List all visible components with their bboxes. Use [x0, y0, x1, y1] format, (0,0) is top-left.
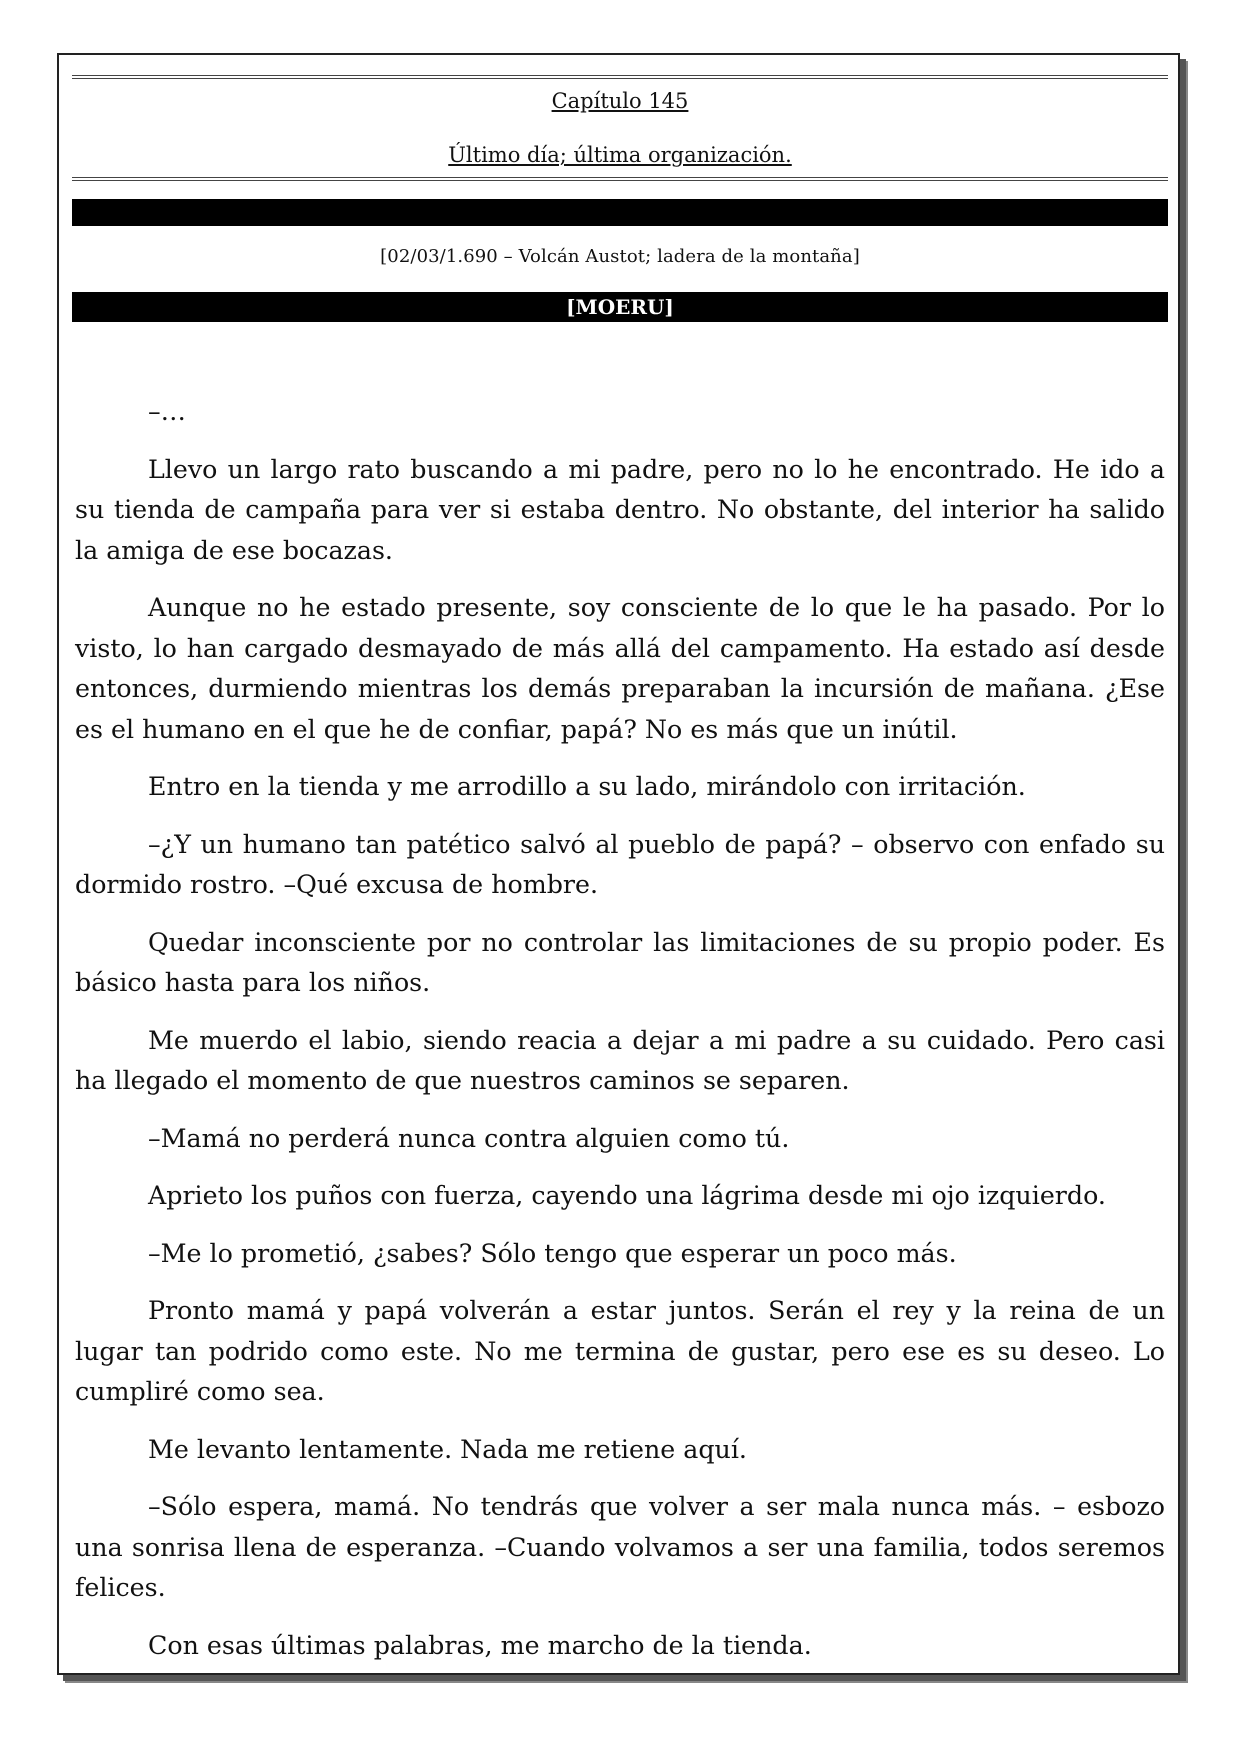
paragraph: –Me lo prometió, ¿sabes? Sólo tengo que esperar un poco más. [148, 1238, 957, 1268]
paragraph: –… [148, 397, 186, 426]
paragraph: –¿Y un humano tan patético salvó al pueblo de papá? – observo con enfado su dormido rostro. –Qué excusa de hombre. [75, 829, 1165, 899]
paragraph: Llevo un largo rato buscando a mi padre, pero no lo he encontrado. He ido a su tienda de campaña para ver si estaba dentro. No obstante, del interior ha salido la amiga de ese bocazas. [75, 454, 1165, 565]
separator-band [72, 199, 1168, 226]
paragraph: Entro en la tienda y me arrodillo a su lado, mirándolo con irritación. [148, 772, 1026, 801]
paragraph: Aprieto los puños con fuerza, cayendo una lágrima desde mi ojo izquierdo. [148, 1181, 1106, 1210]
paragraph: –Mamá no perderá nunca contra alguien como tú. [148, 1123, 790, 1153]
paragraph: Me levanto lentamente. Nada me retiene aquí. [148, 1434, 747, 1464]
chapter-number: Capítulo 145 [551, 89, 689, 113]
paragraph: Me muerdo el labio, siendo reacia a dejar a mi padre a su cuidado. Pero casi ha llegado el momento de que nuestros caminos se separen. [75, 1025, 1165, 1095]
paragraph: Quedar inconsciente por no controlar las limitaciones de su propio poder. Es básico hasta para los niños. [75, 927, 1165, 997]
chapter-body [75, 392, 1165, 1683]
chapter-title: Último día; última organización. [448, 143, 792, 167]
paragraph: –Sólo espera, mamá. No tendrás que volver a ser mala nunca más. – esbozo una sonrisa llena de esperanza. –Cuando volvamos a ser una familia, todos seremos felices. [75, 1492, 1165, 1602]
pov-banner: [MOERU] [72, 292, 1168, 322]
scene-location-line: [02/03/1.690 – Volcán Austot; ladera de la montaña] [380, 246, 860, 267]
paragraph: Aunque no he estado presente, soy consciente de lo que le ha pasado. Por lo visto, lo han cargado desmayado de más allá del campamento. Ha estado así desde entonces, durmiendo mientras los demás preparaban la incursión de mañana. ¿Ese es el humano en el que he de confiar, papá? No es más que un inútil. [75, 593, 1165, 744]
paragraph: Con esas últimas palabras, me marcho de la tienda. [148, 1630, 812, 1660]
chapter-header [72, 75, 1168, 181]
paragraph: Pronto mamá y papá volverán a estar juntos. Serán el rey y la reina de un lugar tan podrido como este. No me termina de gustar, pero ese es su deseo. Lo cumpliré como sea. [75, 1296, 1165, 1406]
